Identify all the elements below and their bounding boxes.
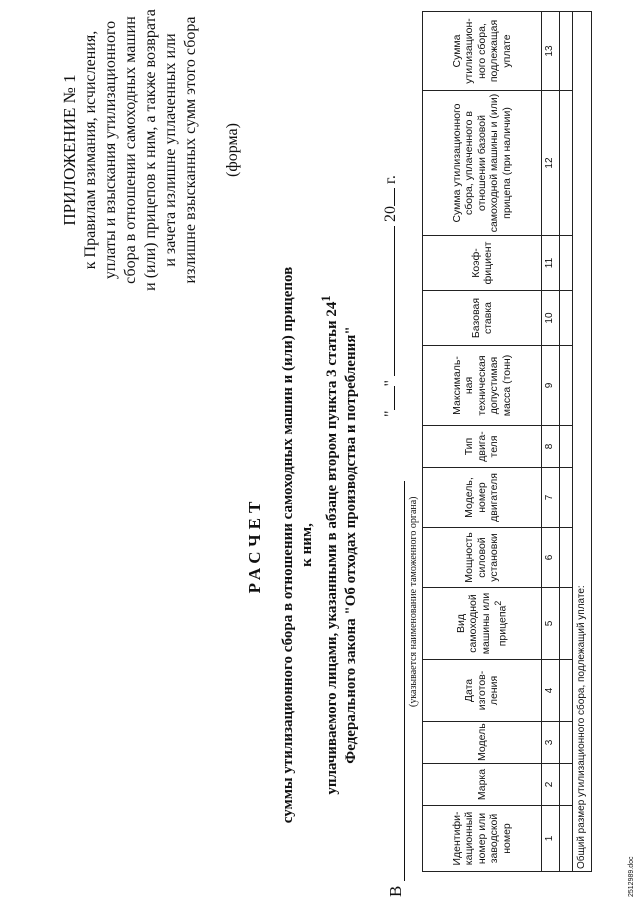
table-data-row bbox=[560, 12, 573, 872]
table-cell[interactable] bbox=[560, 528, 573, 588]
column-header: Тип двига-теля bbox=[423, 426, 542, 468]
column-header: Сумма утилизационного сбора, уплаченного в отношении базовой самоходной машины и (или) прицепа (при наличии) bbox=[423, 91, 542, 236]
column-header: Идентифи-кационный номер или заводской номер bbox=[423, 806, 542, 872]
column-number: 6 bbox=[542, 528, 560, 588]
appendix-line: к Правилам взимания, исчисления, bbox=[82, 30, 99, 270]
table-cell[interactable] bbox=[560, 346, 573, 426]
footnote-marker: 1 bbox=[319, 295, 333, 302]
column-number: 13 bbox=[542, 12, 560, 91]
table-cell[interactable] bbox=[560, 722, 573, 764]
document-subtitle-line: суммы утилизационного сбора в отношении самоходных машин и (или) прицепов к ним, bbox=[280, 266, 315, 824]
column-number: 7 bbox=[542, 468, 560, 528]
appendix-line: сбора в отношении самоходных машин bbox=[122, 16, 139, 284]
column-number: 11 bbox=[542, 236, 560, 291]
table-cell[interactable] bbox=[560, 291, 573, 346]
table-cell[interactable] bbox=[560, 588, 573, 660]
column-header: Дата изготов-ления bbox=[423, 660, 542, 722]
date-year-field[interactable] bbox=[380, 188, 395, 206]
table-cell[interactable] bbox=[560, 236, 573, 291]
date-field bbox=[380, 175, 400, 417]
column-header: Вид самоходной машины или прицепа$^2$ bbox=[423, 588, 542, 660]
total-row bbox=[573, 12, 592, 872]
column-header: Базовая ставка bbox=[423, 291, 542, 346]
column-number: 10 bbox=[542, 291, 560, 346]
date-quote-close: " bbox=[382, 379, 399, 387]
appendix-block bbox=[60, 5, 243, 295]
table-cell[interactable] bbox=[560, 660, 573, 722]
appendix-line: и (или) прицепов к ним, а также возврата bbox=[142, 9, 159, 291]
column-number: 4 bbox=[542, 660, 560, 722]
org-prefix: В bbox=[386, 885, 405, 897]
appendix-line: и зачета излишне уплаченных или bbox=[162, 33, 179, 267]
column-number: 2 bbox=[542, 764, 560, 806]
column-number: 8 bbox=[542, 426, 560, 468]
table-cell[interactable] bbox=[560, 468, 573, 528]
column-number: 9 bbox=[542, 346, 560, 426]
column-number: 12 bbox=[542, 91, 560, 236]
document-heading: РАСЧЕТ bbox=[245, 496, 264, 594]
table-header-row bbox=[423, 12, 542, 872]
date-quote-open: " bbox=[382, 410, 399, 417]
appendix-line: излишне взысканных сумм этого сбора bbox=[182, 16, 199, 284]
column-header: Сумма утилизацион-ного сбора, подлежащая уплате bbox=[423, 12, 542, 91]
header-fields-row bbox=[380, 17, 420, 897]
table-cell[interactable] bbox=[560, 91, 573, 236]
table-cell[interactable] bbox=[560, 764, 573, 806]
appendix-line: уплаты и взыскания утилизационного bbox=[102, 20, 119, 280]
column-number: 5 bbox=[542, 588, 560, 660]
column-header: Мощность силовой установки bbox=[423, 528, 542, 588]
date-year-suffix: г. bbox=[382, 175, 399, 184]
document-subtitle-line: Федерального закона "Об отходах производства и потребления" bbox=[343, 326, 359, 764]
form-note: (форма) bbox=[224, 123, 241, 177]
date-month-field[interactable] bbox=[380, 226, 395, 376]
appendix-title: ПРИЛОЖЕНИЕ № 1 bbox=[60, 74, 79, 226]
table-cell[interactable] bbox=[560, 426, 573, 468]
calculation-table bbox=[422, 11, 592, 872]
table-cell[interactable] bbox=[560, 806, 573, 872]
column-header: Коэф-фициент bbox=[423, 236, 542, 291]
document-title-block bbox=[245, 265, 361, 825]
total-label: Общий размер утилизационного сбора, подлежащий уплате: bbox=[573, 12, 592, 872]
org-field-caption: (указывается наименование таможенного органа) bbox=[408, 496, 419, 707]
subtitle-text: уплачиваемого лицами, указанными в абзаце втором пункта 3 статьи 24 bbox=[324, 301, 340, 795]
customs-authority-field[interactable] bbox=[404, 481, 405, 881]
column-header: Марка bbox=[423, 764, 542, 806]
column-header: Максималь-ная техническая допустимая масса (тонн) bbox=[423, 346, 542, 426]
table-cell[interactable] bbox=[560, 12, 573, 91]
footnote-marker: 2 bbox=[493, 600, 504, 606]
column-number: 3 bbox=[542, 722, 560, 764]
date-year-prefix: 20 bbox=[382, 205, 399, 222]
column-number-row bbox=[542, 12, 560, 872]
column-number: 1 bbox=[542, 806, 560, 872]
date-day-field[interactable] bbox=[380, 386, 395, 410]
document-subtitle-line bbox=[317, 265, 342, 825]
column-header: Модель, номер двигателя bbox=[423, 468, 542, 528]
column-header: Модель bbox=[423, 722, 542, 764]
document-file-id: 2512989.doc bbox=[628, 856, 635, 897]
